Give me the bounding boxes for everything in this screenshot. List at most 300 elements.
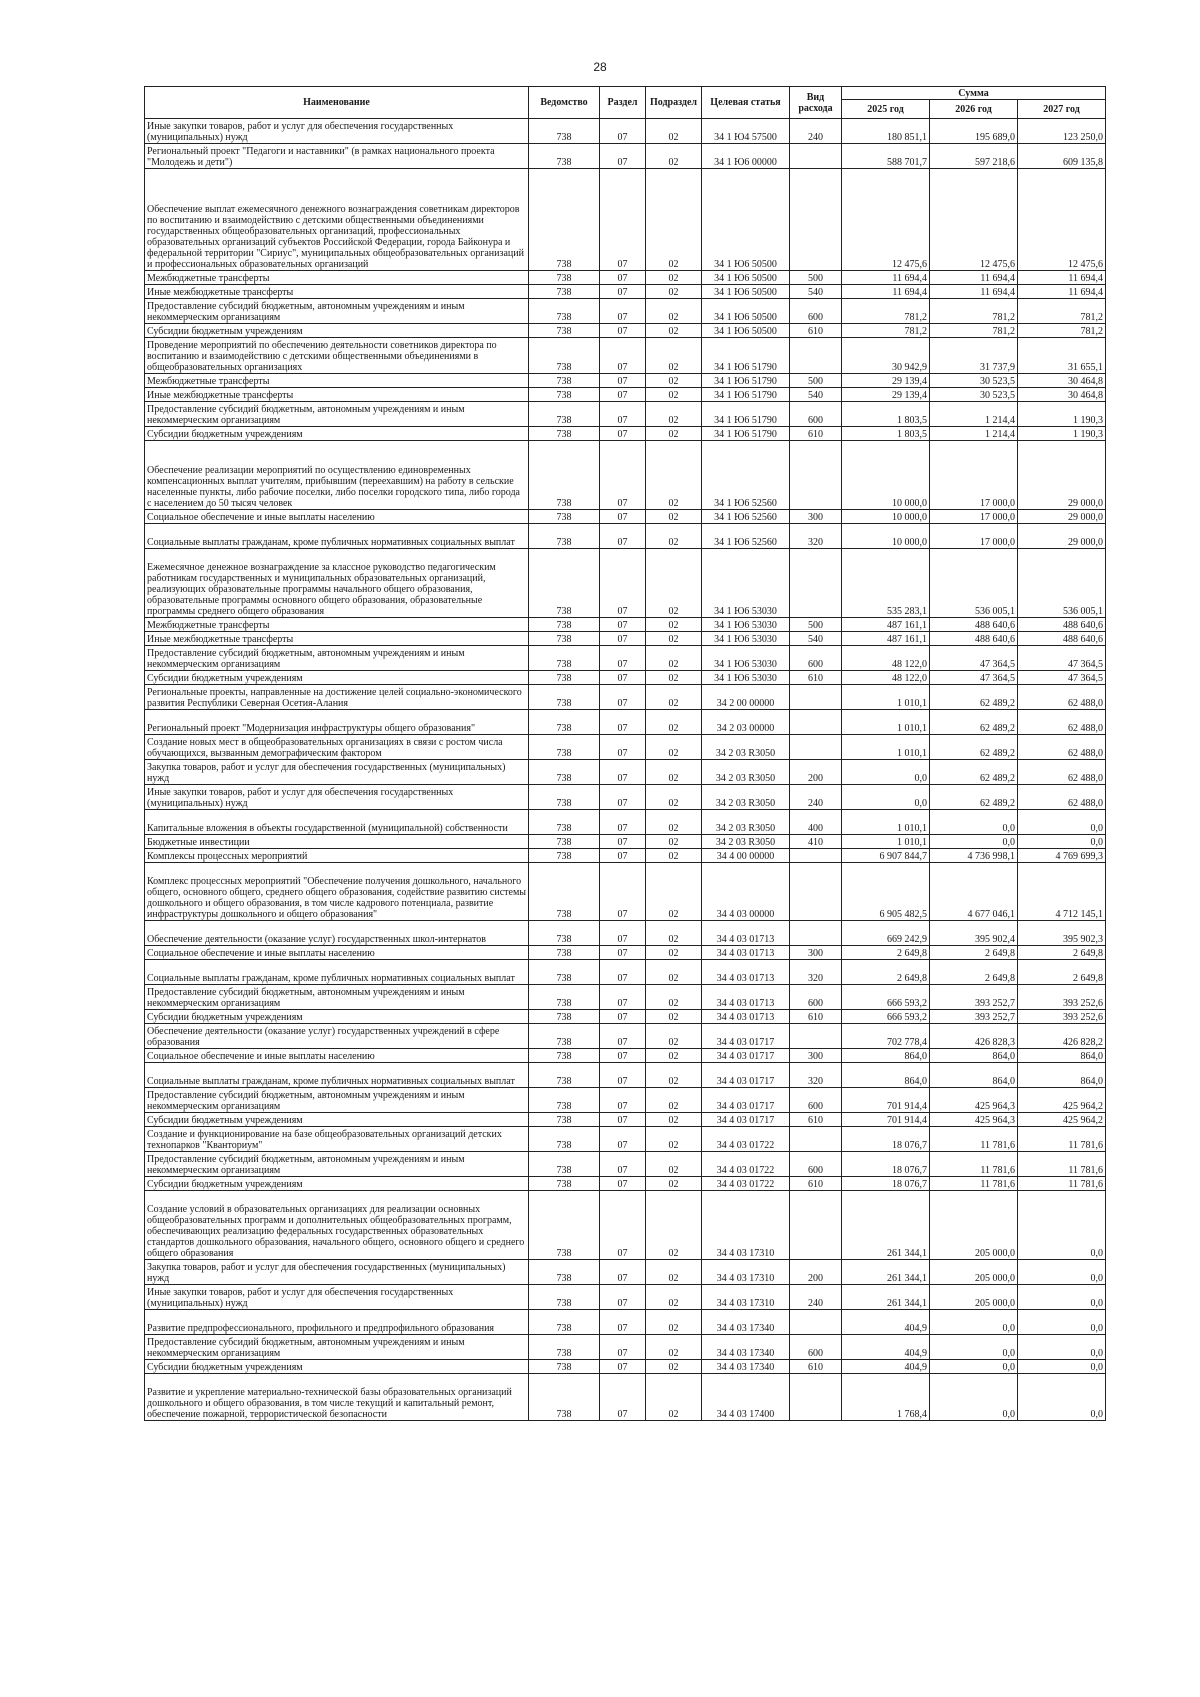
row-sum-2025: 702 778,4 — [842, 1024, 930, 1049]
row-dept: 738 — [529, 960, 600, 985]
row-name: Иные межбюджетные трансферты — [145, 632, 529, 646]
row-sum-2025: 487 161,1 — [842, 618, 930, 632]
row-target: 34 4 03 01717 — [702, 1049, 790, 1063]
row-target: 34 1 Ю6 53030 — [702, 646, 790, 671]
row-subsection: 02 — [646, 1063, 702, 1088]
row-name: Предоставление субсидий бюджетным, автономным учреждениям и иным некоммерческим организациям — [145, 1335, 529, 1360]
row-sum-2027: 0,0 — [1018, 835, 1106, 849]
row-sum-2025: 29 139,4 — [842, 388, 930, 402]
row-dept: 738 — [529, 785, 600, 810]
row-target: 34 4 03 01717 — [702, 1088, 790, 1113]
row-target: 34 1 Ю6 52560 — [702, 441, 790, 510]
row-target: 34 1 Ю6 50500 — [702, 285, 790, 299]
row-subsection: 02 — [646, 285, 702, 299]
table-row — [145, 618, 1106, 632]
row-sum-2027: 393 252,6 — [1018, 985, 1106, 1010]
table-row — [145, 271, 1106, 285]
row-section: 07 — [600, 1374, 646, 1421]
header-target: Целевая статья — [702, 87, 790, 119]
row-sum-2027: 12 475,6 — [1018, 169, 1106, 271]
row-subsection: 02 — [646, 985, 702, 1010]
table-row — [145, 1049, 1106, 1063]
row-expense-type: 410 — [790, 835, 842, 849]
row-section: 07 — [600, 119, 646, 144]
row-sum-2026: 0,0 — [930, 835, 1018, 849]
row-target: 34 1 Ю6 50500 — [702, 324, 790, 338]
row-sum-2027: 0,0 — [1018, 1285, 1106, 1310]
row-name: Комплексы процессных мероприятий — [145, 849, 529, 863]
row-sum-2025: 781,2 — [842, 324, 930, 338]
row-name: Субсидии бюджетным учреждениям — [145, 1360, 529, 1374]
row-dept: 738 — [529, 1152, 600, 1177]
row-name: Предоставление субсидий бюджетным, автономным учреждениям и иным некоммерческим организациям — [145, 1152, 529, 1177]
row-sum-2025: 404,9 — [842, 1360, 930, 1374]
row-section: 07 — [600, 863, 646, 921]
row-sum-2027: 62 488,0 — [1018, 785, 1106, 810]
table-row — [145, 1191, 1106, 1260]
row-target: 34 2 03 R3050 — [702, 785, 790, 810]
budget-table — [144, 86, 1106, 1421]
header-year-2026: 2026 год — [930, 100, 1018, 119]
row-sum-2025: 0,0 — [842, 785, 930, 810]
row-sum-2025: 12 475,6 — [842, 169, 930, 271]
table-row — [145, 524, 1106, 549]
table-row — [145, 1127, 1106, 1152]
header-name: Наименование — [145, 87, 529, 119]
row-sum-2027: 0,0 — [1018, 1191, 1106, 1260]
row-dept: 738 — [529, 1177, 600, 1191]
row-section: 07 — [600, 299, 646, 324]
row-target: 34 1 Ю6 50500 — [702, 299, 790, 324]
row-name: Иные закупки товаров, работ и услуг для обеспечения государственных (муниципальных) нужд — [145, 119, 529, 144]
row-expense-type: 600 — [790, 402, 842, 427]
row-expense-type: 240 — [790, 785, 842, 810]
row-dept: 738 — [529, 1374, 600, 1421]
row-sum-2027: 425 964,2 — [1018, 1113, 1106, 1127]
row-sum-2025: 261 344,1 — [842, 1191, 930, 1260]
row-sum-2027: 0,0 — [1018, 1374, 1106, 1421]
row-sum-2025: 18 076,7 — [842, 1177, 930, 1191]
header-year-2025: 2025 год — [842, 100, 930, 119]
table-row — [145, 1177, 1106, 1191]
row-target: 34 1 Ю6 51790 — [702, 388, 790, 402]
row-name: Социальные выплаты гражданам, кроме публичных нормативных социальных выплат — [145, 960, 529, 985]
table-header — [145, 87, 1106, 119]
row-section: 07 — [600, 441, 646, 510]
row-dept: 738 — [529, 441, 600, 510]
row-sum-2025: 1 010,1 — [842, 735, 930, 760]
row-sum-2027: 30 464,8 — [1018, 374, 1106, 388]
row-sum-2026: 425 964,3 — [930, 1113, 1018, 1127]
row-dept: 738 — [529, 1310, 600, 1335]
row-section: 07 — [600, 1063, 646, 1088]
row-target: 34 4 03 00000 — [702, 863, 790, 921]
row-dept: 738 — [529, 324, 600, 338]
row-sum-2027: 609 135,8 — [1018, 144, 1106, 169]
row-sum-2027: 123 250,0 — [1018, 119, 1106, 144]
row-name: Межбюджетные трансферты — [145, 618, 529, 632]
row-subsection: 02 — [646, 338, 702, 374]
row-expense-type: 600 — [790, 646, 842, 671]
table-row — [145, 646, 1106, 671]
table-row — [145, 785, 1106, 810]
row-name: Предоставление субсидий бюджетным, автономным учреждениям и иным некоммерческим организациям — [145, 402, 529, 427]
row-section: 07 — [600, 1049, 646, 1063]
row-sum-2026: 12 475,6 — [930, 169, 1018, 271]
row-sum-2025: 864,0 — [842, 1049, 930, 1063]
row-sum-2025: 666 593,2 — [842, 1010, 930, 1024]
row-sum-2025: 261 344,1 — [842, 1260, 930, 1285]
row-sum-2027: 31 655,1 — [1018, 338, 1106, 374]
row-sum-2025: 18 076,7 — [842, 1127, 930, 1152]
row-sum-2026: 864,0 — [930, 1063, 1018, 1088]
header-expense-type: Вид расхода — [790, 87, 842, 119]
row-sum-2027: 2 649,8 — [1018, 960, 1106, 985]
row-expense-type: 200 — [790, 760, 842, 785]
table-row — [145, 338, 1106, 374]
table-row — [145, 144, 1106, 169]
row-subsection: 02 — [646, 810, 702, 835]
table-row — [145, 735, 1106, 760]
row-sum-2026: 0,0 — [930, 1374, 1018, 1421]
row-sum-2027: 47 364,5 — [1018, 646, 1106, 671]
row-sum-2026: 11 694,4 — [930, 271, 1018, 285]
row-sum-2027: 62 488,0 — [1018, 735, 1106, 760]
row-sum-2026: 31 737,9 — [930, 338, 1018, 374]
row-target: 34 4 03 01722 — [702, 1127, 790, 1152]
row-subsection: 02 — [646, 388, 702, 402]
row-name: Предоставление субсидий бюджетным, автономным учреждениям и иным некоммерческим организациям — [145, 646, 529, 671]
row-sum-2027: 864,0 — [1018, 1049, 1106, 1063]
row-sum-2026: 11 781,6 — [930, 1127, 1018, 1152]
row-subsection: 02 — [646, 144, 702, 169]
row-expense-type: 320 — [790, 960, 842, 985]
row-sum-2025: 11 694,4 — [842, 271, 930, 285]
table-row — [145, 810, 1106, 835]
row-sum-2027: 425 964,2 — [1018, 1088, 1106, 1113]
row-sum-2027: 536 005,1 — [1018, 549, 1106, 618]
row-dept: 738 — [529, 1285, 600, 1310]
row-sum-2026: 47 364,5 — [930, 646, 1018, 671]
row-sum-2025: 487 161,1 — [842, 632, 930, 646]
row-name: Создание условий в образовательных организациях для реализации основных общеобразовательных программ и дополнительных общеобразовательных программ, обеспечивающих реализацию федеральных государственных образовательных стандартов дошкольного образования, начального общего, основного общего и среднего общего образования — [145, 1191, 529, 1260]
row-target: 34 1 Ю6 51790 — [702, 374, 790, 388]
row-subsection: 02 — [646, 324, 702, 338]
row-expense-type: 600 — [790, 299, 842, 324]
row-subsection: 02 — [646, 685, 702, 710]
row-dept: 738 — [529, 271, 600, 285]
row-subsection: 02 — [646, 1260, 702, 1285]
row-sum-2025: 1 010,1 — [842, 710, 930, 735]
row-section: 07 — [600, 735, 646, 760]
row-section: 07 — [600, 646, 646, 671]
row-name: Иные закупки товаров, работ и услуг для обеспечения государственных (муниципальных) нужд — [145, 785, 529, 810]
table-row — [145, 960, 1106, 985]
row-sum-2027: 488 640,6 — [1018, 632, 1106, 646]
table-row — [145, 427, 1106, 441]
row-sum-2025: 701 914,4 — [842, 1113, 930, 1127]
row-subsection: 02 — [646, 1310, 702, 1335]
row-sum-2027: 1 190,3 — [1018, 427, 1106, 441]
row-sum-2026: 11 781,6 — [930, 1177, 1018, 1191]
row-expense-type — [790, 863, 842, 921]
row-name: Иные межбюджетные трансферты — [145, 285, 529, 299]
row-sum-2025: 0,0 — [842, 760, 930, 785]
row-sum-2027: 395 902,3 — [1018, 921, 1106, 946]
row-target: 34 4 03 17340 — [702, 1335, 790, 1360]
row-dept: 738 — [529, 1260, 600, 1285]
row-target: 34 4 03 01713 — [702, 946, 790, 960]
row-sum-2026: 47 364,5 — [930, 671, 1018, 685]
row-section: 07 — [600, 1024, 646, 1049]
row-expense-type — [790, 549, 842, 618]
row-target: 34 4 03 01713 — [702, 960, 790, 985]
row-target: 34 4 03 17340 — [702, 1310, 790, 1335]
row-sum-2025: 48 122,0 — [842, 646, 930, 671]
row-sum-2027: 0,0 — [1018, 1310, 1106, 1335]
row-dept: 738 — [529, 985, 600, 1010]
table-row — [145, 374, 1106, 388]
row-section: 07 — [600, 710, 646, 735]
row-sum-2027: 0,0 — [1018, 1260, 1106, 1285]
table-row — [145, 1285, 1106, 1310]
row-name: Социальное обеспечение и иные выплаты населению — [145, 1049, 529, 1063]
row-expense-type: 540 — [790, 285, 842, 299]
row-expense-type — [790, 1374, 842, 1421]
row-dept: 738 — [529, 1063, 600, 1088]
table-row — [145, 1260, 1106, 1285]
row-name: Социальное обеспечение и иные выплаты населению — [145, 946, 529, 960]
row-section: 07 — [600, 524, 646, 549]
table-row — [145, 1360, 1106, 1374]
row-section: 07 — [600, 921, 646, 946]
row-sum-2027: 0,0 — [1018, 810, 1106, 835]
row-expense-type: 610 — [790, 1010, 842, 1024]
row-subsection: 02 — [646, 710, 702, 735]
row-sum-2027: 62 488,0 — [1018, 760, 1106, 785]
row-sum-2025: 18 076,7 — [842, 1152, 930, 1177]
row-target: 34 4 03 01717 — [702, 1063, 790, 1088]
row-sum-2026: 17 000,0 — [930, 524, 1018, 549]
row-expense-type — [790, 1024, 842, 1049]
header-dept: Ведомство — [529, 87, 600, 119]
row-target: 34 1 Ю4 57500 — [702, 119, 790, 144]
row-target: 34 1 Ю6 53030 — [702, 618, 790, 632]
table-row — [145, 921, 1106, 946]
row-section: 07 — [600, 785, 646, 810]
row-target: 34 4 03 01717 — [702, 1113, 790, 1127]
row-subsection: 02 — [646, 1113, 702, 1127]
row-subsection: 02 — [646, 510, 702, 524]
row-dept: 738 — [529, 671, 600, 685]
row-subsection: 02 — [646, 632, 702, 646]
row-name: Закупка товаров, работ и услуг для обеспечения государственных (муниципальных) нужд — [145, 1260, 529, 1285]
row-sum-2027: 29 000,0 — [1018, 441, 1106, 510]
row-expense-type: 600 — [790, 985, 842, 1010]
row-section: 07 — [600, 1152, 646, 1177]
row-target: 34 4 03 01713 — [702, 985, 790, 1010]
row-section: 07 — [600, 1113, 646, 1127]
row-dept: 738 — [529, 1088, 600, 1113]
row-name: Региональный проект "Педагоги и наставники" (в рамках национального проекта "Молодежь и дети") — [145, 144, 529, 169]
row-sum-2027: 1 190,3 — [1018, 402, 1106, 427]
row-sum-2026: 0,0 — [930, 1335, 1018, 1360]
row-name: Иные межбюджетные трансферты — [145, 388, 529, 402]
row-dept: 738 — [529, 510, 600, 524]
row-sum-2027: 2 649,8 — [1018, 946, 1106, 960]
row-dept: 738 — [529, 374, 600, 388]
row-expense-type — [790, 849, 842, 863]
row-subsection: 02 — [646, 1360, 702, 1374]
row-sum-2027: 0,0 — [1018, 1360, 1106, 1374]
row-sum-2026: 488 640,6 — [930, 632, 1018, 646]
row-subsection: 02 — [646, 849, 702, 863]
row-target: 34 1 Ю6 51790 — [702, 427, 790, 441]
row-sum-2026: 62 489,2 — [930, 760, 1018, 785]
table-row — [145, 1113, 1106, 1127]
row-sum-2025: 535 283,1 — [842, 549, 930, 618]
table-row — [145, 632, 1106, 646]
row-subsection: 02 — [646, 1024, 702, 1049]
row-subsection: 02 — [646, 549, 702, 618]
row-dept: 738 — [529, 849, 600, 863]
row-sum-2026: 205 000,0 — [930, 1260, 1018, 1285]
row-target: 34 1 Ю6 53030 — [702, 671, 790, 685]
row-dept: 738 — [529, 119, 600, 144]
row-sum-2026: 17 000,0 — [930, 510, 1018, 524]
row-section: 07 — [600, 549, 646, 618]
row-name: Создание и функционирование на базе общеобразовательных организаций детских технопарков "Кванториум" — [145, 1127, 529, 1152]
row-name: Субсидии бюджетным учреждениям — [145, 324, 529, 338]
row-dept: 738 — [529, 835, 600, 849]
row-sum-2026: 488 640,6 — [930, 618, 1018, 632]
row-section: 07 — [600, 618, 646, 632]
row-sum-2026: 597 218,6 — [930, 144, 1018, 169]
row-target: 34 2 03 R3050 — [702, 735, 790, 760]
row-expense-type: 610 — [790, 671, 842, 685]
table-row — [145, 710, 1106, 735]
row-name: Социальные выплаты гражданам, кроме публичных нормативных социальных выплат — [145, 1063, 529, 1088]
header-section: Раздел — [600, 87, 646, 119]
row-dept: 738 — [529, 1127, 600, 1152]
row-subsection: 02 — [646, 760, 702, 785]
row-expense-type — [790, 685, 842, 710]
row-sum-2025: 666 593,2 — [842, 985, 930, 1010]
row-sum-2027: 30 464,8 — [1018, 388, 1106, 402]
row-sum-2026: 781,2 — [930, 299, 1018, 324]
row-sum-2026: 425 964,3 — [930, 1088, 1018, 1113]
row-name: Комплекс процессных мероприятий "Обеспечение получения дошкольного, начального общего, основного общего, среднего общего образования, содействие развитию системы дошкольного и общего образования, в том числе кадрового потенциала, развитие инфраструктуры дошкольного и общего образования" — [145, 863, 529, 921]
row-sum-2026: 2 649,8 — [930, 960, 1018, 985]
row-subsection: 02 — [646, 1374, 702, 1421]
row-expense-type — [790, 169, 842, 271]
row-sum-2026: 205 000,0 — [930, 1285, 1018, 1310]
row-subsection: 02 — [646, 646, 702, 671]
row-target: 34 2 00 00000 — [702, 685, 790, 710]
row-subsection: 02 — [646, 1335, 702, 1360]
row-sum-2025: 1 010,1 — [842, 810, 930, 835]
table-row — [145, 388, 1106, 402]
row-section: 07 — [600, 1127, 646, 1152]
row-name: Обеспечение деятельности (оказание услуг) государственных учреждений в сфере образования — [145, 1024, 529, 1049]
row-expense-type: 610 — [790, 324, 842, 338]
row-subsection: 02 — [646, 1010, 702, 1024]
row-sum-2025: 1 803,5 — [842, 427, 930, 441]
row-dept: 738 — [529, 402, 600, 427]
table-row — [145, 1374, 1106, 1421]
row-sum-2027: 426 828,2 — [1018, 1024, 1106, 1049]
row-section: 07 — [600, 810, 646, 835]
row-dept: 738 — [529, 1024, 600, 1049]
row-subsection: 02 — [646, 1127, 702, 1152]
row-section: 07 — [600, 1088, 646, 1113]
row-sum-2025: 11 694,4 — [842, 285, 930, 299]
row-sum-2026: 864,0 — [930, 1049, 1018, 1063]
table-row — [145, 324, 1106, 338]
row-dept: 738 — [529, 1335, 600, 1360]
row-sum-2027: 11 694,4 — [1018, 285, 1106, 299]
row-dept: 738 — [529, 735, 600, 760]
row-subsection: 02 — [646, 671, 702, 685]
row-dept: 738 — [529, 946, 600, 960]
row-target: 34 1 Ю6 51790 — [702, 338, 790, 374]
table-row — [145, 510, 1106, 524]
row-sum-2025: 1 768,4 — [842, 1374, 930, 1421]
row-sum-2025: 1 803,5 — [842, 402, 930, 427]
row-expense-type — [790, 1191, 842, 1260]
table-row — [145, 1335, 1106, 1360]
row-section: 07 — [600, 1335, 646, 1360]
row-name: Ежемесячное денежное вознаграждение за классное руководство педагогическим работникам государственных и муниципальных образовательных организаций, реализующих образовательные программы начального общего образования, образовательные программы основного общего образования, образовательные программы среднего общего образования — [145, 549, 529, 618]
row-subsection: 02 — [646, 402, 702, 427]
row-sum-2025: 29 139,4 — [842, 374, 930, 388]
row-name: Обеспечение выплат ежемесячного денежного вознаграждения советникам директоров по воспитанию и взаимодействию с детскими общественными объединениями государственных общеобразовательных организаций, профессиональных образовательных организаций субъектов Российской Федерации, города Байконура и федеральной территории "Сириус", муниципальных общеобразовательных организаций и профессиональных образовательных организаций — [145, 169, 529, 271]
row-section: 07 — [600, 427, 646, 441]
row-sum-2026: 1 214,4 — [930, 427, 1018, 441]
row-subsection: 02 — [646, 524, 702, 549]
row-expense-type: 610 — [790, 427, 842, 441]
table-row — [145, 1010, 1106, 1024]
row-dept: 738 — [529, 144, 600, 169]
row-dept: 738 — [529, 760, 600, 785]
row-target: 34 2 03 R3050 — [702, 760, 790, 785]
row-section: 07 — [600, 1010, 646, 1024]
row-sum-2026: 1 214,4 — [930, 402, 1018, 427]
row-subsection: 02 — [646, 785, 702, 810]
row-expense-type — [790, 710, 842, 735]
row-name: Субсидии бюджетным учреждениям — [145, 1010, 529, 1024]
row-section: 07 — [600, 960, 646, 985]
row-section: 07 — [600, 1177, 646, 1191]
row-subsection: 02 — [646, 1049, 702, 1063]
row-dept: 738 — [529, 921, 600, 946]
row-section: 07 — [600, 285, 646, 299]
row-expense-type — [790, 144, 842, 169]
row-dept: 738 — [529, 646, 600, 671]
row-expense-type: 600 — [790, 1152, 842, 1177]
row-section: 07 — [600, 144, 646, 169]
row-target: 34 4 03 17310 — [702, 1285, 790, 1310]
row-sum-2025: 669 242,9 — [842, 921, 930, 946]
row-target: 34 1 Ю6 50500 — [702, 271, 790, 285]
row-expense-type: 610 — [790, 1113, 842, 1127]
row-subsection: 02 — [646, 1088, 702, 1113]
row-sum-2026: 11 781,6 — [930, 1152, 1018, 1177]
row-sum-2025: 10 000,0 — [842, 510, 930, 524]
row-sum-2027: 0,0 — [1018, 1335, 1106, 1360]
row-name: Региональные проекты, направленные на достижение целей социально-экономического развития Республики Северная Осетия-Алания — [145, 685, 529, 710]
table-body — [145, 119, 1106, 1421]
